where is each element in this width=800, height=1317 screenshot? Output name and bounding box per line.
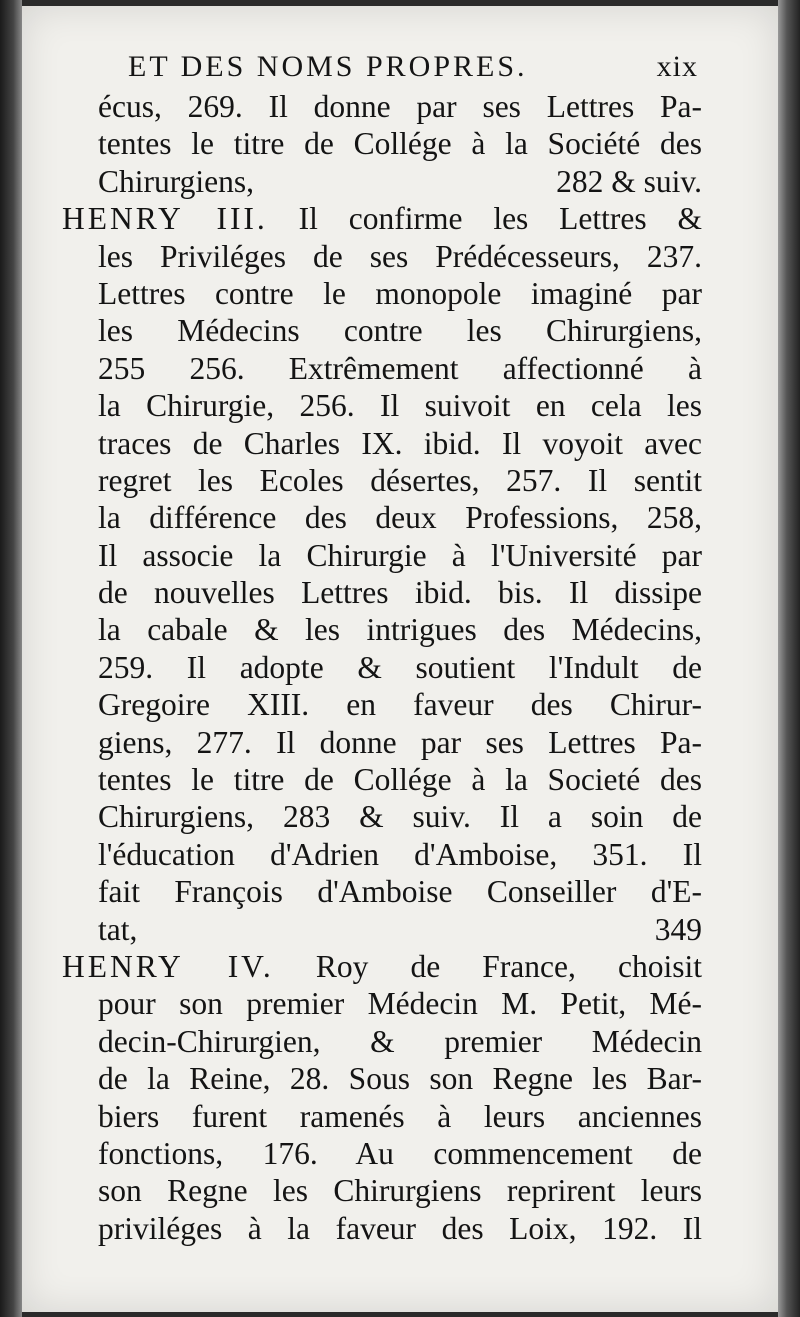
index-line-left: Chirurgiens, <box>98 163 255 199</box>
index-line: son Regne les Chirurgiens reprirent leurs <box>98 1173 702 1209</box>
index-entry-text: Il confirme les Lettres & <box>267 201 702 237</box>
index-line: decin-Chirurgien, & premier Médecin <box>98 1023 702 1059</box>
index-line-page-ref: 282 & suiv. <box>556 163 702 199</box>
index-line: priviléges à la faveur des Loix, 192. Il <box>98 1210 702 1246</box>
index-line: la cabale & les intrigues des Médecins, <box>98 612 702 648</box>
index-line: fait François d'Amboise Conseiller d'E- <box>98 874 702 910</box>
running-head <box>108 50 698 90</box>
index-line-page-ref: 349 <box>654 911 702 947</box>
index-entry-name: HENRY III. <box>62 201 268 237</box>
index-line: la différence des deux Professions, 258, <box>98 500 702 536</box>
index-line: de nouvelles Lettres ibid. bis. Il dissipe <box>98 575 702 611</box>
index-line: giens, 277. Il donne par ses Lettres Pa- <box>98 724 702 760</box>
page-number: xix <box>656 50 698 83</box>
index-line: 259. Il adopte & soutient l'Indult de <box>98 649 702 685</box>
index-line: biers furent ramenés à leurs anciennes <box>98 1098 702 1134</box>
index-line: tentes le titre de Collége à la Société des <box>98 126 702 162</box>
index-line: Gregoire XIII. en faveur des Chirur- <box>98 687 702 723</box>
index-line <box>62 163 702 200</box>
index-line: fonctions, 176. Au commencement de <box>98 1135 702 1171</box>
index-line: les Médecins contre les Chirurgiens, <box>98 313 702 349</box>
index-line: traces de Charles IX. ibid. Il voyoit avec <box>98 425 702 461</box>
right-page-edge <box>778 0 800 1317</box>
index-line: regret les Ecoles désertes, 257. Il sentit <box>98 462 702 498</box>
index-line <box>62 911 702 948</box>
index-entry-text: Roy de France, choisit <box>273 948 702 984</box>
index-line: Lettres contre le monopole imaginé par <box>98 275 702 311</box>
index-entry-name: HENRY IV. <box>62 948 274 984</box>
index-line: les Priviléges de ses Prédécesseurs, 237. <box>98 238 702 274</box>
running-head-title: ET DES NOMS PROPRES. <box>128 50 528 83</box>
index-text <box>62 88 702 1247</box>
index-line-left: tat, <box>98 911 138 947</box>
index-line: Il associe la Chirurgie à l'Université par <box>98 537 702 573</box>
index-line: tentes le titre de Collége à la Societé des <box>98 762 702 798</box>
index-line: la Chirurgie, 256. Il suivoit en cela les <box>98 388 702 424</box>
index-line: Chirurgiens, 283 & suiv. Il a soin de <box>98 799 702 835</box>
left-page-edge <box>0 0 22 1317</box>
index-line: de la Reine, 28. Sous son Regne les Bar- <box>98 1061 702 1097</box>
index-line: écus, 269. Il donne par ses Lettres Pa- <box>98 89 702 124</box>
index-entry-line <box>62 948 702 985</box>
index-entry-line <box>62 200 702 237</box>
index-line: l'éducation d'Adrien d'Amboise, 351. Il <box>98 836 702 872</box>
index-line: 255 256. Extrêmement affectionné à <box>98 350 702 386</box>
index-line: pour son premier Médecin M. Petit, Mé- <box>98 986 702 1022</box>
